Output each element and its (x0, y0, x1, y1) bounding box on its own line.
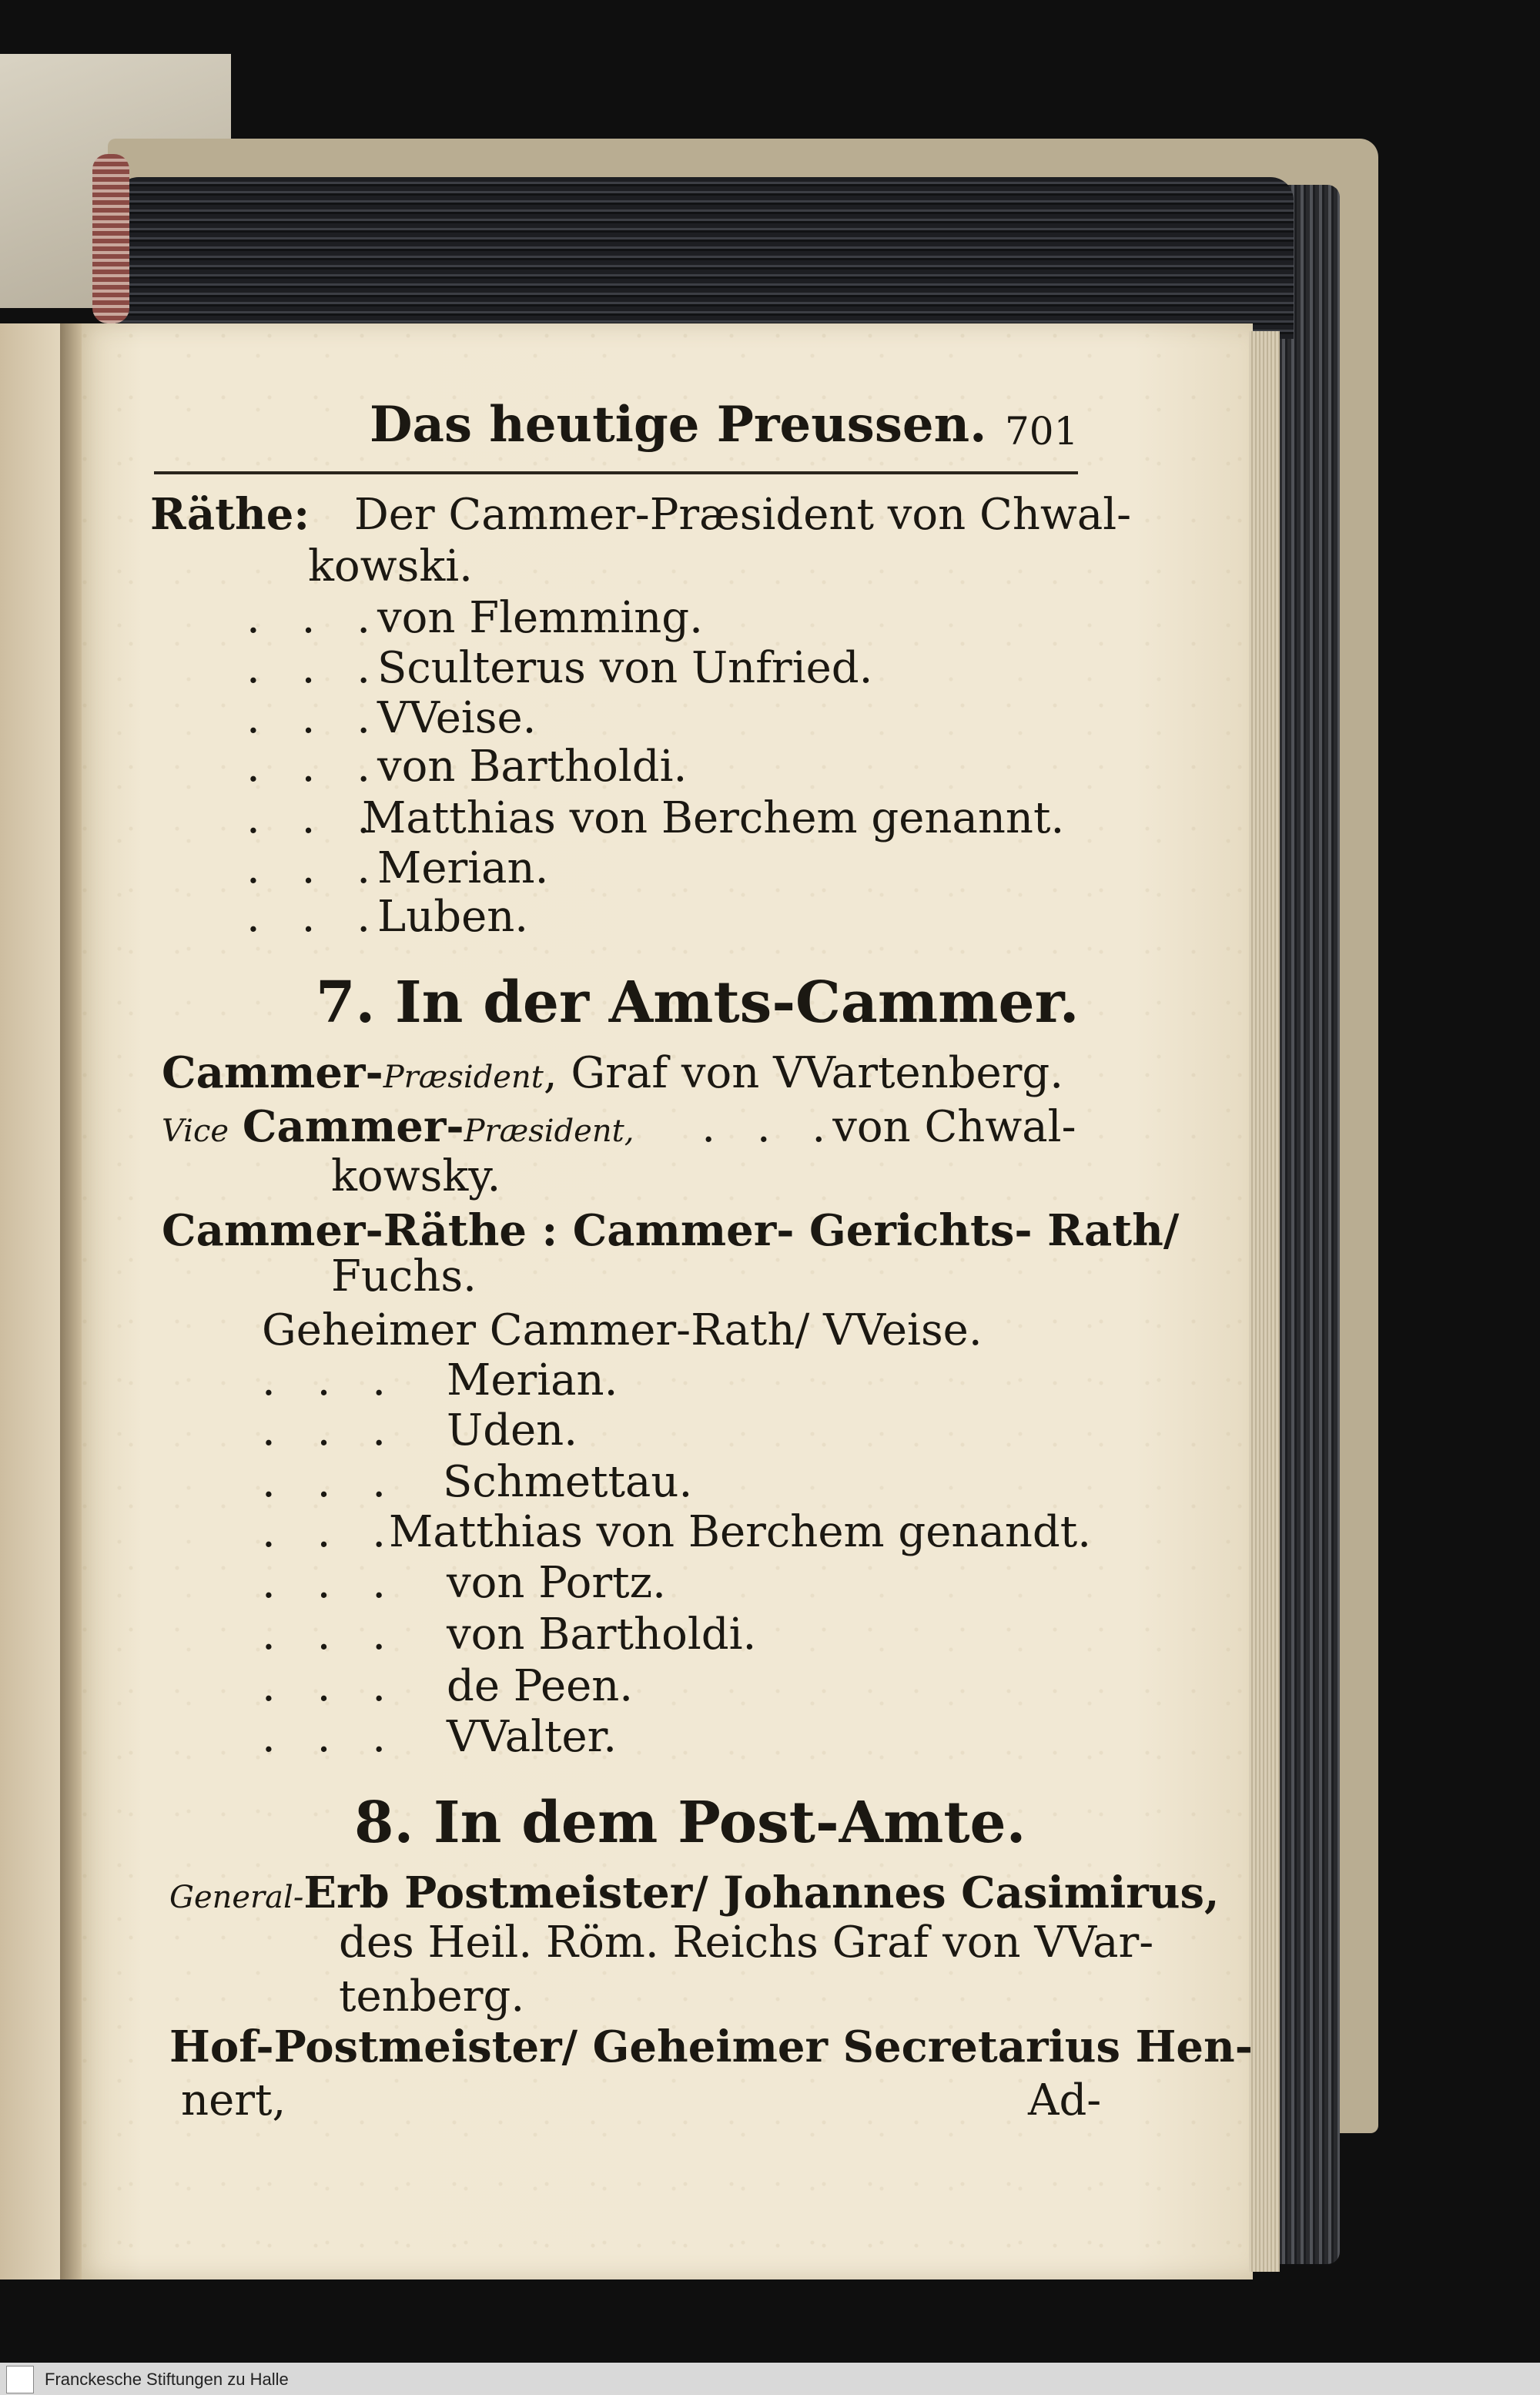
institution-logo-icon (6, 2366, 34, 2393)
section-8-title: 8. In dem Post-Amte. (354, 1790, 1026, 1856)
list-item: . . .Sculterus von Unfried. (246, 643, 873, 693)
headband (92, 154, 129, 323)
vice-praesident-line: Vice Cammer-Præsident, . . .von Chwal- (162, 1101, 1076, 1152)
gutter (60, 323, 82, 2279)
footer-credit: Franckesche Stiftungen zu Halle (45, 2370, 289, 2389)
cammer-raethe-cont: Fuchs. (331, 1251, 477, 1301)
hof-postmeister-line: Hof-Postmeister/ Geheimer Secretarius Hen- (169, 2022, 1253, 2072)
general-postmeister-cont2: tenberg. (339, 1971, 525, 2022)
page-number: 701 (1005, 409, 1079, 454)
list-item: . . . von Portz. (262, 1558, 666, 1608)
list-item: . . . de Peen. (262, 1661, 634, 1711)
vice-praesident-cont: kowsky. (331, 1151, 501, 1201)
list-item: . . . Uden. (262, 1405, 578, 1455)
list-item: . . .Matthias von Berchem genandt. (262, 1507, 1092, 1557)
cammer-praesident-line: Cammer-Præsident, Graf von VVartenberg. (162, 1047, 1064, 1098)
list-item: . . . VValter. (262, 1712, 618, 1762)
catchword: Ad- (1028, 2075, 1102, 2125)
raethe-president-cont: kowski. (308, 541, 473, 591)
section-7-title: 7. In der Amts-Cammer. (316, 970, 1080, 1036)
list-item: . . . Merian. (262, 1355, 618, 1405)
header-rule (154, 471, 1078, 474)
general-postmeister-line: General-Erb Postmeister/ Johannes Casimirus, (169, 1867, 1220, 1918)
hof-postmeister-cont: nert, (181, 2075, 286, 2125)
raethe-line (150, 489, 1132, 540)
list-item: . . .VVeise. (246, 693, 537, 743)
list-item: . . .von Bartholdi. (246, 742, 688, 792)
raethe-president: Der Cammer-Præsident von Chwal- (353, 490, 1132, 540)
list-item: . . . Schmettau. (262, 1457, 693, 1507)
page-edge-strip (1249, 331, 1280, 2272)
list-item: . . .Merian. (246, 843, 549, 893)
geheimer-cammer-rath: Geheimer Cammer-Rath/ VVeise. (262, 1305, 983, 1355)
cammer-raethe-line: Cammer-Räthe : Cammer- Gerichts- Rath/ (162, 1205, 1180, 1256)
list-item: . . .von Flemming. (246, 593, 703, 643)
book-top-edge (116, 177, 1294, 339)
list-item: . . . von Bartholdi. (262, 1610, 757, 1660)
list-item: . . .Luben. (246, 892, 529, 942)
running-title: Das heutige Preussen. (370, 396, 987, 454)
list-item: . . .Matthias von Berchem genannt. (246, 793, 1065, 843)
general-postmeister-cont: des Heil. Röm. Reichs Graf von VVar- (339, 1918, 1154, 1968)
raethe-label: Räthe: (150, 489, 310, 540)
